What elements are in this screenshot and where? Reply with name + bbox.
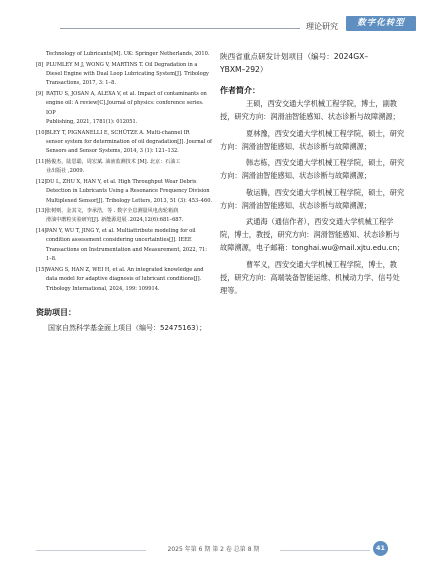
reference-line (36, 246, 214, 265)
reference-line (36, 99, 214, 118)
author-bio: 敬运腾，西安交通大学机械工程学院，硕士，研究方向：润滑油智能感知、状态诊断与故障溯源； (220, 187, 405, 210)
reference-text: Sensors and Sensor Systems, 2014, 3 (1): 121–132. (46, 148, 179, 155)
author-bio: 王硕，西安交通大学机械工程学院，博士，副教授，研究方向：润滑油智能感知、状态诊断与故障溯源； (220, 99, 400, 121)
author-bio: 曹军义，西安交通大学机械工程学院，博士，教授，研究方向：高端装备智能运维、机械动力学、信号处理等。 (220, 259, 400, 295)
reference-number: [14] (36, 227, 47, 234)
reference-line (36, 178, 214, 187)
reference-number: [15] (36, 266, 47, 273)
reference-text: BLEY T, PIGNANELLI E, SCHÜTZE A. Multi-channel IR (46, 129, 190, 136)
reference-line (36, 187, 214, 196)
reference-text: 张树则，金其文，李承浩，等 . 数字全息测量风电齿轮箱润 (46, 208, 179, 215)
reference-line (36, 70, 214, 79)
reference-text: RAȚIU S, JOSAN A, ALEXA V, et al. Impact of contaminants on (46, 90, 207, 97)
reference-text: sensor system for determination of oil degradation[J]. Journal of (46, 138, 212, 145)
reference-line (36, 167, 214, 176)
author-heading: 作者简介： (220, 86, 260, 95)
reference-text: 滑油中磨粒实验研究[J]. 新能源进展 .2024,12(6):681–687. (46, 217, 184, 224)
reference-text: 杨俊杰，陆思聪，周宏斌. 油液监测技术 [M]. 北京：石油工 (46, 158, 181, 165)
reference-line (36, 138, 214, 147)
reference-item (36, 61, 214, 89)
reference-line (36, 147, 214, 156)
reference-text: engine oil: A review[C].Journal of physics: conference series. IOP (46, 100, 204, 116)
section-label: 理论研究 (306, 22, 338, 31)
reference-item (36, 178, 214, 206)
reference-line (36, 61, 214, 70)
reference-text: Tribology International, 2024, 199: 109914. (46, 285, 160, 292)
reference-text: WANG S, HAN Z, WEI H, et al. An integrated knowledge and (46, 266, 204, 273)
reference-item (36, 266, 214, 294)
reference-line (36, 50, 214, 59)
reference-item (36, 227, 214, 265)
reference-line (36, 129, 214, 138)
funding-continuation (220, 50, 406, 76)
reference-line (36, 197, 214, 206)
reference-text: DU L, ZHU X, HAN Y, et al. High Throughput Wear Debris (46, 178, 197, 185)
reference-text: Transactions on Instrumentation and Measurement, 2022, 71: 1–8. (46, 246, 208, 263)
reference-line (36, 207, 214, 216)
reference-line (36, 158, 214, 167)
reference-item (36, 207, 214, 226)
funding-line: YBXM–292） (220, 65, 268, 74)
reference-text: 业出版社 ,2009. (46, 168, 85, 175)
reference-number: [13] (36, 208, 47, 215)
funding-text: 国家自然科学基金面上项目（编号：52475163）； (48, 323, 207, 332)
reference-line (36, 266, 214, 275)
funding-heading: 资助项目： (36, 307, 76, 317)
reference-line (36, 216, 214, 225)
reference-line (36, 90, 214, 99)
reference-line (36, 275, 214, 284)
reference-number: [12] (36, 178, 47, 185)
reference-item (36, 129, 214, 157)
author-bio: 韩志栋，西安交通大学机械工程学院，硕士，研究方向：润滑油智能感知、状态诊断与故障溯源； (220, 158, 405, 181)
reference-line (36, 285, 214, 294)
reference-text: Publishing, 2021, 1781(1): 012051. (46, 119, 138, 126)
header-rule (60, 28, 300, 29)
reference-text: Multiplexed Sensor[J]. Tribology Letters, 2013, 51 (3): 453–460. (46, 197, 213, 204)
reference-text: Technology of Lubricants[M]. UK: Springer Netherlands, 2010. (46, 51, 210, 57)
reference-text: Detection in Lubricants Using a Resonance Frequency Division (46, 188, 210, 195)
reference-number: [11] (36, 158, 47, 165)
issue-info: 2025 年第 6 期 第 2 卷 总第 8 期 (167, 546, 260, 553)
reference-text: Transactions, 2017, 3: 1–8. (46, 80, 116, 87)
reference-text: data model for adaptive diagnosis of lubricant conditions[J]. (46, 276, 202, 283)
reference-item (36, 90, 214, 128)
author-bio: 夏林豫，西安交通大学机械工程学院，硕士，研究方向：润滑油智能感知、状态诊断与故障溯源； (220, 128, 405, 151)
funding-line: 陕西省重点研发计划项目（编号：2024GX– (220, 52, 369, 61)
reference-text: Diesel Engine with Dual Loop Lubricating System[J]. Tribology (46, 70, 209, 77)
reference-number: [8] (36, 61, 44, 68)
reference-line (36, 236, 214, 245)
reference-list (36, 50, 214, 294)
reference-number: [10] (36, 129, 47, 136)
left-column (36, 50, 214, 334)
reference-text: condition assessment considering uncertainties[J]. IEEE (46, 237, 192, 244)
reference-line (36, 79, 214, 88)
reference-text: PLUMLEY M J, WONG V, MARTINS T. Oil Degradation in a (46, 61, 198, 68)
page-number: 41 (373, 541, 388, 556)
author-bio: 武通海（通信作者），西安交通大学机械工程学院，博士，教授，研究方向：润滑智能感知、状态诊断与故障溯源，电子邮箱：tonghai.wu@mail.xjtu.edu.cn； (220, 217, 405, 253)
reference-number: [9] (36, 90, 44, 97)
reference-line (36, 227, 214, 236)
column-badge: 数字化转型 (346, 16, 416, 31)
reference-line (36, 118, 214, 127)
reference-item (36, 158, 214, 177)
reference-text: PAN Y, WU T, JING Y, et al. Multiattribute modeling for oil (46, 227, 196, 234)
reference-item (36, 50, 214, 59)
right-column (220, 50, 406, 301)
